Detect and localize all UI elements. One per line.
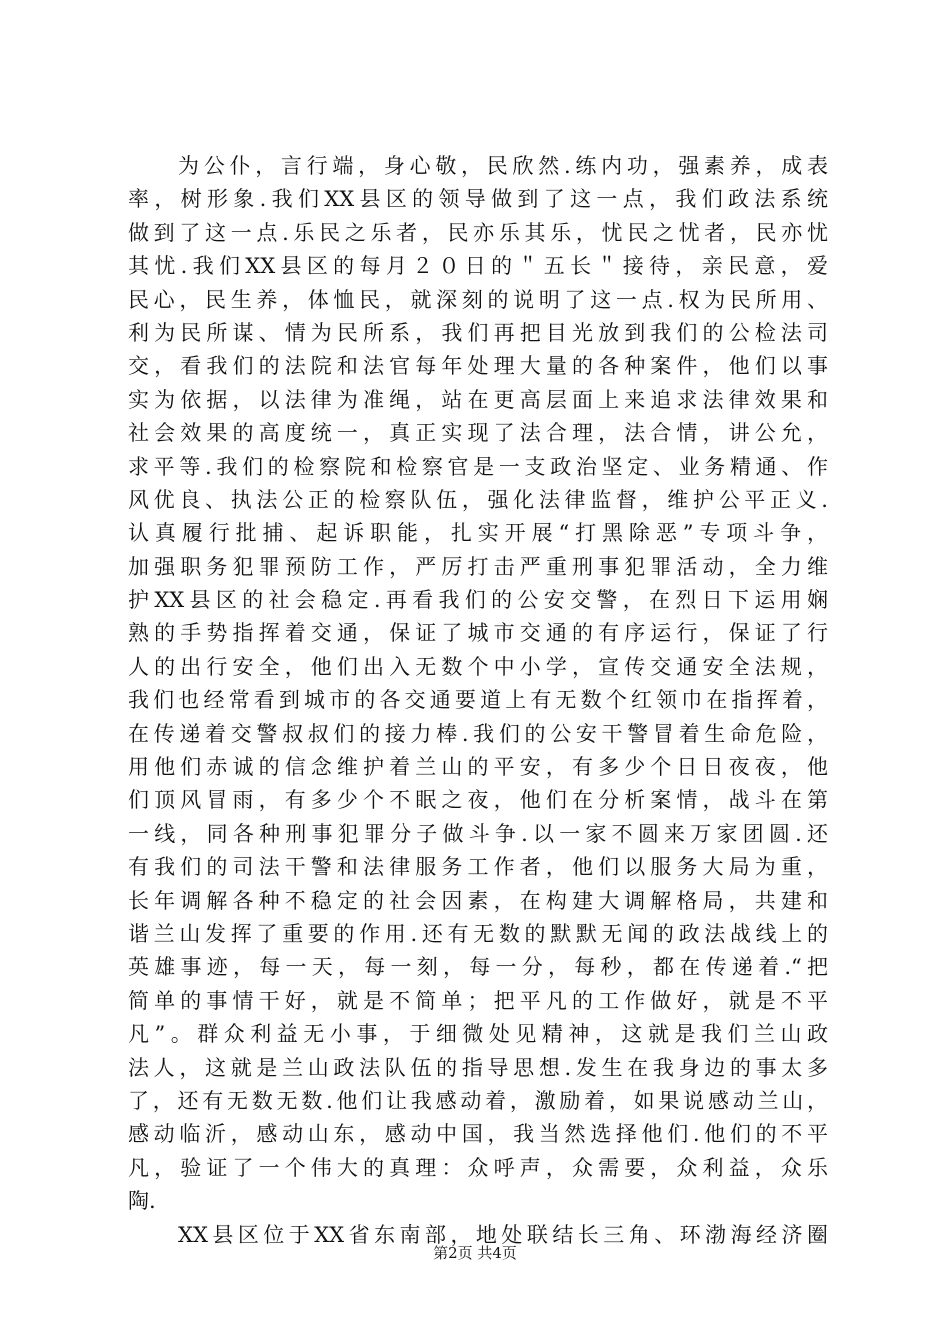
text-line: 熟的手势指挥着交通，保证了城市交通的有序运行，保证了行 bbox=[128, 621, 828, 646]
text-line: 英雄事迹，每一天，每一刻，每一分，每秒，都在传递着.“把 bbox=[128, 955, 828, 980]
text-line: 交，看我们的法院和法官每年处理大量的各种案件，他们以事 bbox=[128, 354, 828, 379]
text-line: 在传递着交警叔叔们的接力棒.我们的公安干警冒着生命危险， bbox=[128, 721, 828, 746]
text-line: 们顶风冒雨，有多少个不眠之夜，他们在分析案情，战斗在第 bbox=[128, 788, 828, 813]
text-line: 有我们的司法干警和法律服务工作者，他们以服务大局为重， bbox=[128, 855, 828, 880]
text-line: 一线，同各种刑事犯罪分子做斗争.以一家不圆来万家团圆.还 bbox=[128, 821, 828, 846]
page-footer bbox=[0, 1243, 950, 1263]
text-line: 陶. bbox=[128, 1189, 156, 1214]
text-line: 民心，民生养，体恤民，就深刻的说明了这一点.权为民所用、 bbox=[128, 287, 828, 312]
text-line: 感动临沂，感动山东，感动中国，我当然选择他们.他们的不平 bbox=[128, 1122, 828, 1147]
text-line: 我们也经常看到城市的各交通要道上有无数个红领巾在指挥着， bbox=[128, 688, 828, 713]
text-line: 法人，这就是兰山政法队伍的指导思想.发生在我身边的事太多 bbox=[128, 1055, 828, 1080]
text-line: 率，树形象.我们XX县区的领导做到了这一点，我们政法系统 bbox=[128, 187, 828, 212]
text-line: 其忧.我们XX县区的每月２０日的＂五长＂接待，亲民意，爱 bbox=[128, 254, 828, 279]
text-line: 做到了这一点.乐民之乐者，民亦乐其乐，忧民之忧者，民亦忧 bbox=[128, 220, 828, 245]
text-line: XX县区位于XX省东南部，地处联结长三角、环渤海经济圈 bbox=[178, 1222, 828, 1247]
text-line: 护XX县区的社会稳定.再看我们的公安交警，在烈日下运用娴 bbox=[128, 588, 828, 613]
text-line: 求平等.我们的检察院和检察官是一支政治坚定、业务精通、作 bbox=[128, 454, 828, 479]
page-number-label: 第2页 共4页 bbox=[433, 1244, 517, 1262]
document-body bbox=[128, 150, 828, 1252]
text-line: 社会效果的高度统一，真正实现了法合理，法合情，讲公允， bbox=[128, 421, 828, 446]
text-line: 风优良、执法公正的检察队伍，强化法律监督，维护公平正义. bbox=[128, 487, 828, 512]
text-line: 加强职务犯罪预防工作，严厉打击严重刑事犯罪活动，全力维 bbox=[128, 554, 828, 579]
text-line: 凡”。群众利益无小事，于细微处见精神，这就是我们兰山政 bbox=[128, 1022, 828, 1047]
text-line: 实为依据，以法律为准绳，站在更高层面上来追求法律效果和 bbox=[128, 387, 828, 412]
text-line: 长年调解各种不稳定的社会因素，在构建大调解格局，共建和 bbox=[128, 888, 828, 913]
text-line: 人的出行安全，他们出入无数个中小学，宣传交通安全法规， bbox=[128, 654, 828, 679]
text-line: 认真履行批捕、起诉职能，扎实开展“打黑除恶”专项斗争， bbox=[128, 521, 828, 546]
text-line: 为公仆，言行端，身心敬，民欣然.练内功，强素养，成表 bbox=[178, 154, 828, 178]
text-line: 利为民所谋、情为民所系，我们再把目光放到我们的公检法司 bbox=[128, 320, 828, 345]
text-line: 谐兰山发挥了重要的作用.还有无数的默默无闻的政法战线上的 bbox=[128, 921, 828, 946]
text-line: 简单的事情干好，就是不简单；把平凡的工作做好，就是不平 bbox=[128, 988, 828, 1013]
text-line: 用他们赤诚的信念维护着兰山的平安，有多少个日日夜夜，他 bbox=[128, 755, 828, 780]
text-line: 凡，验证了一个伟大的真理：众呼声，众需要，众利益，众乐 bbox=[128, 1155, 828, 1180]
text-line: 了，还有无数无数.他们让我感动着，激励着，如果说感动兰山， bbox=[128, 1088, 828, 1113]
